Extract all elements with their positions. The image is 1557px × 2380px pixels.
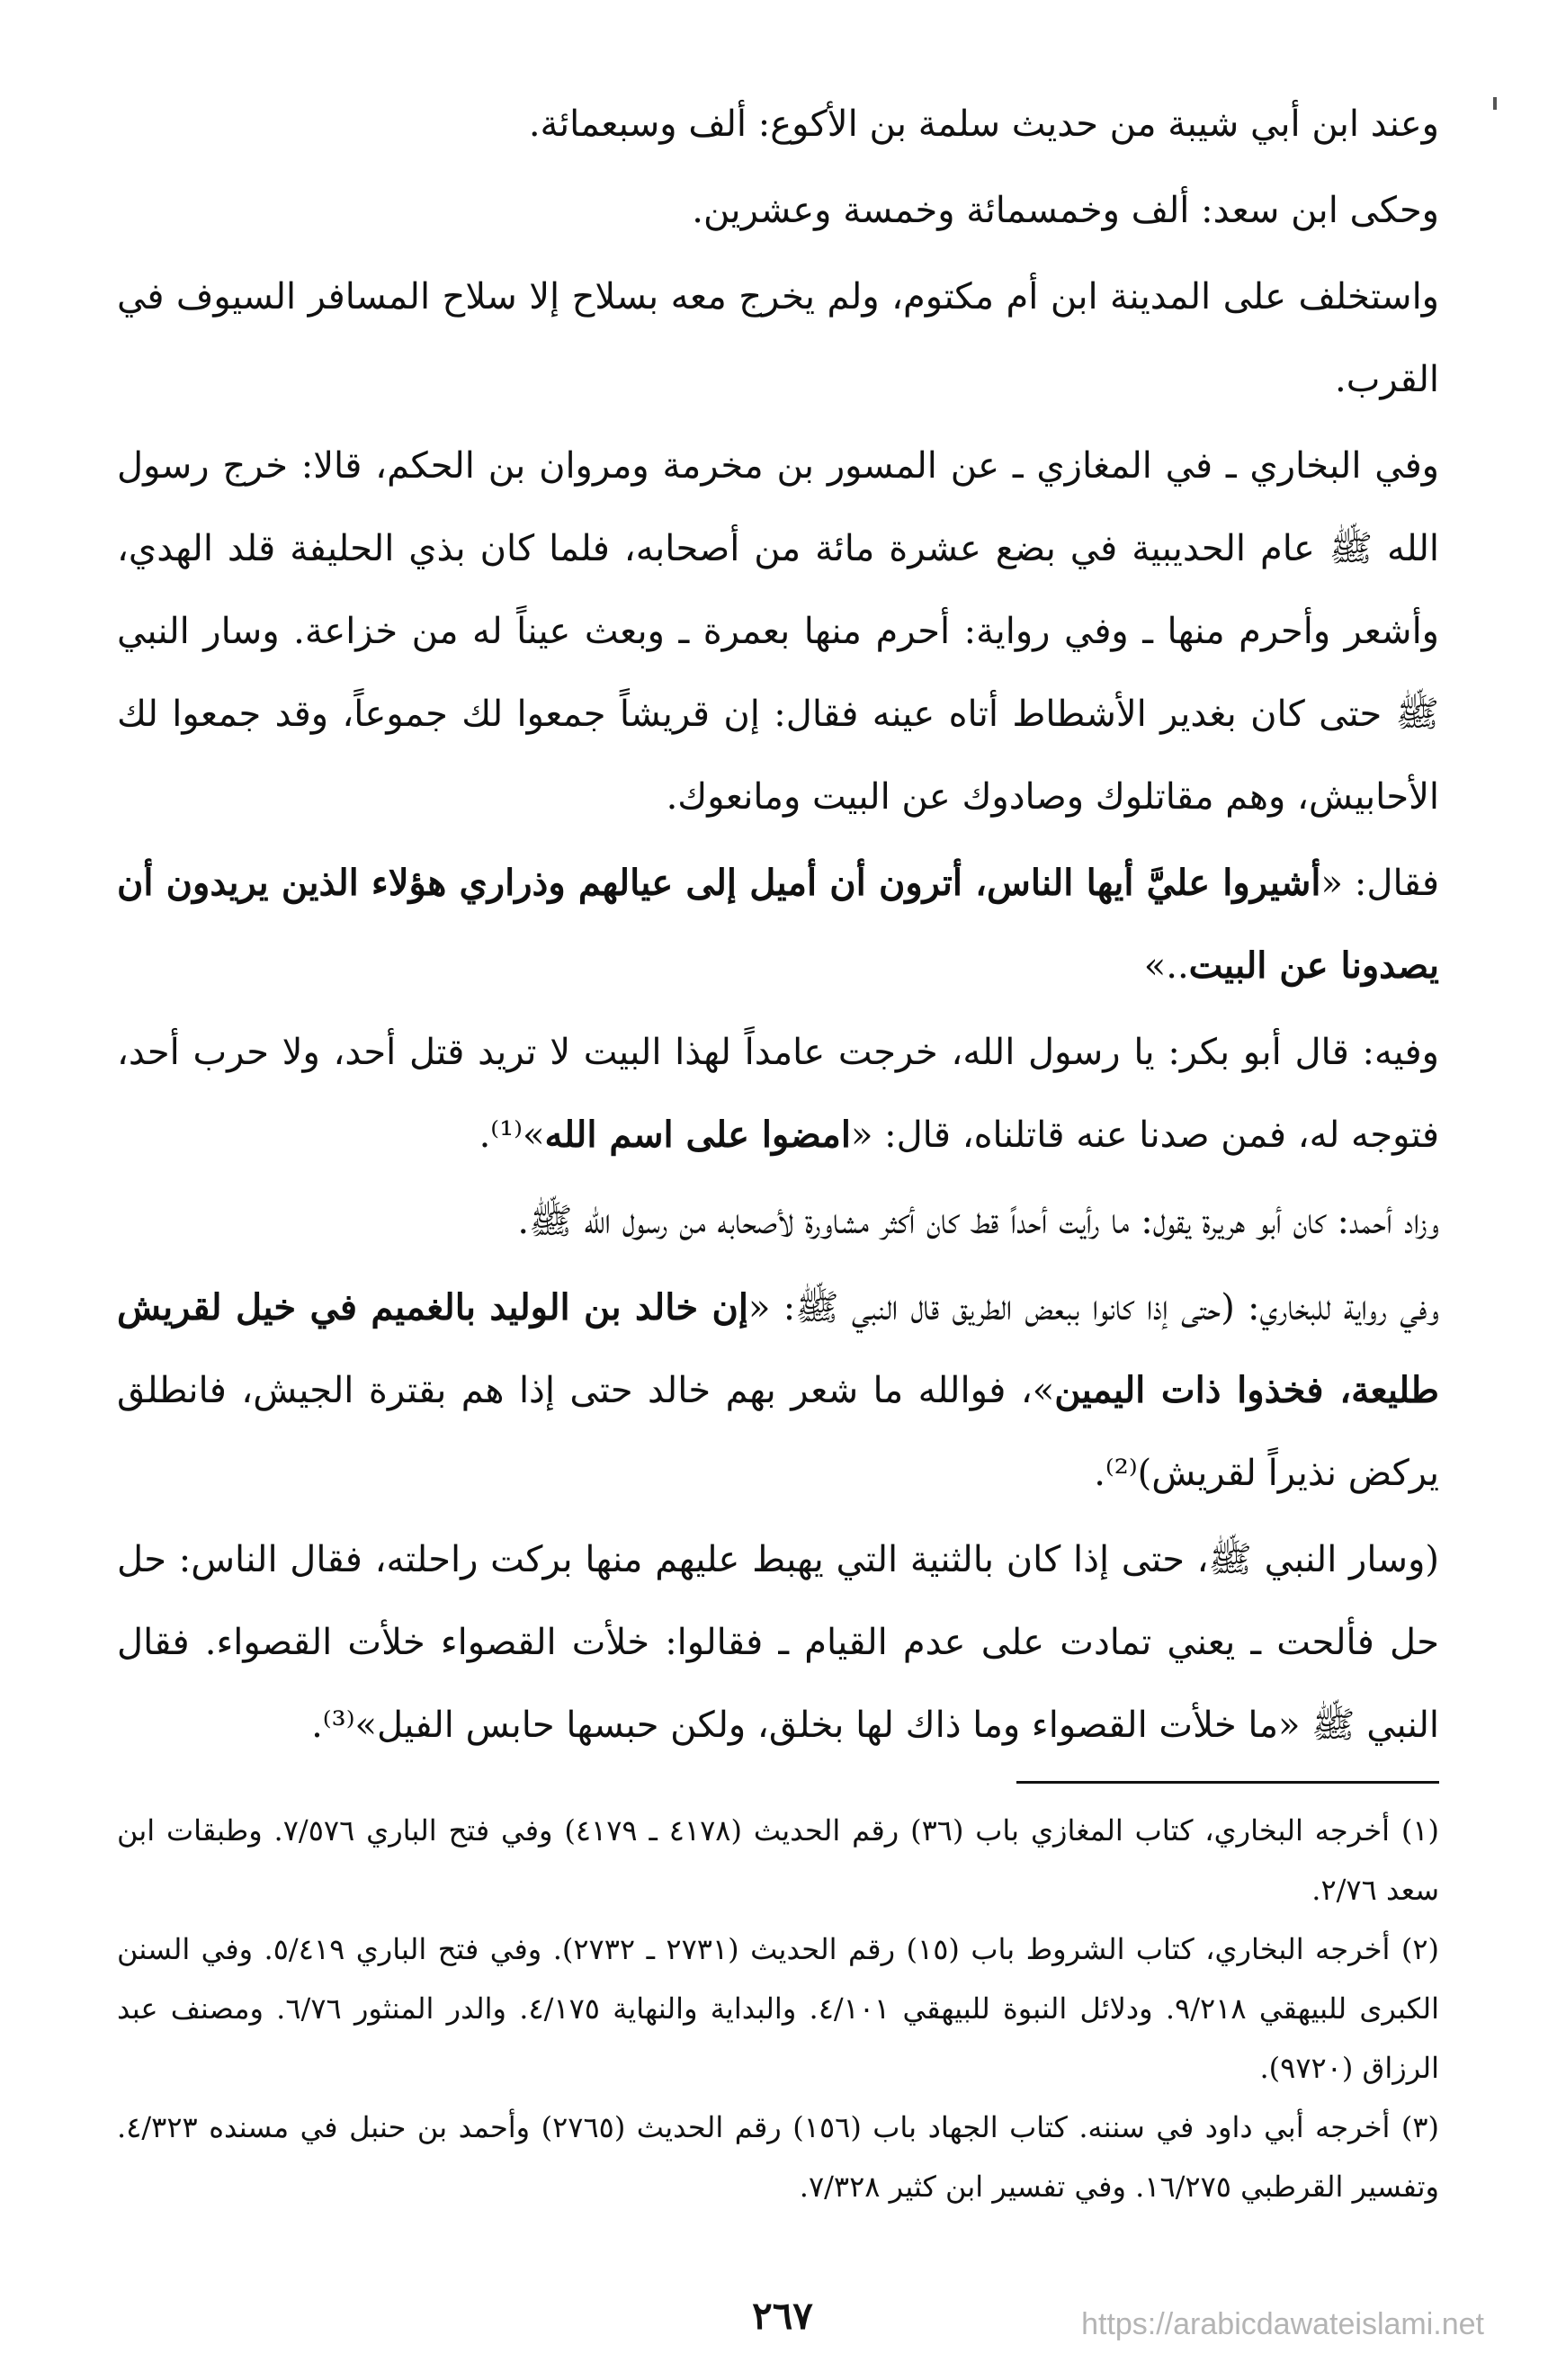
paragraph: [117, 1518, 1439, 1767]
text-segment: وزاد أحمد: كان أبو هريرة يقول: ما رأيت أحداً قط كان أكثر مشاورة لأصحابه من رسول الله ﷺ.: [517, 1201, 1439, 1242]
text-segment: فقال: «: [1320, 863, 1439, 904]
footnote-divider: [1016, 1781, 1439, 1784]
text-segment: »⁽¹⁾.: [479, 1114, 545, 1156]
quote-bold: امضوا على اسم الله: [544, 1114, 851, 1156]
text-segment: وفي البخاري ـ في المغازي ـ عن المسور بن مخرمة ومروان بن الحكم، قالا: خرج رسول الله ﷺ عام الحديبية في بضع عشرة مائة من أصحابه، فلما كان بذي الحليفة قلد الهدي، وأشعر وأحرم منها ـ وفي رواية: أحرم منها بعمرة ـ وبعث عيناً له من خزاعة. وسار النبي ﷺ حتى كان بغدير الأشطاط أتاه عينه فقال: إن قريشاً جمعوا لك جموعاً، وقد جمعوا لك الأحابيش، وهم مقاتلوك وصادوك عن البيت ومانعوك.: [117, 445, 1439, 818]
paragraph: [117, 1011, 1439, 1177]
footnote-3: (٣) أخرجه أبي داود في سننه. كتاب الجهاد باب (١٥٦) رقم الحديث (٢٧٦٥) وأحمد بن حنبل في مسنده ٤/٣٢٣. وتفسير القرطبي ١٦/٢٧٥. وفي تفسير ابن كثير ٧/٣٢٨.: [117, 2110, 1440, 2204]
text-segment: »، فوالله ما شعر بهم خالد حتى إذا هم بقترة الجيش، فانطلق يركض نذيراً لقريش)⁽²⁾.: [117, 1370, 1439, 1494]
text-segment: وعند ابن أبي شيبة من حديث سلمة بن الأكوع: ألف وسبعمائة.: [528, 103, 1439, 145]
paragraph: [117, 1180, 1439, 1263]
text-segment: واستخلف على المدينة ابن أم مكتوم، ولم يخرج معه بسلاح إلا سلاح المسافر السيوف في القرب.: [117, 276, 1439, 400]
scan-mark: [1493, 97, 1497, 110]
text-segment: وفي رواية للبخاري: (حتى إذا كانوا ببعض الطريق قال النبي ﷺ: «: [748, 1287, 1439, 1329]
watermark-url: https://arabicdawateislami.net: [1081, 2307, 1484, 2341]
paragraph: [117, 842, 1439, 1007]
page-number: ٢٦٧: [752, 2294, 813, 2338]
text-segment: ..»: [1143, 945, 1189, 987]
paragraph: [117, 83, 1439, 166]
footnote-1: (١) أخرجه البخاري، كتاب المغازي باب (٣٦) رقم الحديث (٤١٧٨ ـ ٤١٧٩) وفي فتح الباري ٧/٥٧٦. وطبقات ابن سعد ٢/٧٦.: [117, 1813, 1440, 1907]
paragraph: [117, 425, 1439, 838]
text-segment: (وسار النبي ﷺ، حتى إذا كان بالثنية التي يهبط عليهم منها بركت راحلته، فقال الناس: حل حل فألحت ـ يعني تمادت على عدم القيام ـ فقالوا: خلأت القصواء خلأت القصواء. فقال النبي ﷺ «ما خلأت القصواء وما ذاك لها بخلق، ولكن حبسها حابس الفيل»⁽³⁾.: [117, 1539, 1439, 1746]
paragraph: [117, 1266, 1439, 1515]
footnotes: [117, 1801, 1439, 2216]
main-text: [117, 83, 1439, 1767]
text-segment: وحكى ابن سعد: ألف وخمسمائة وخمسة وعشرين.: [692, 190, 1439, 231]
quote-bold: أشيروا عليَّ أيها الناس، أترون أن أميل إلى عيالهم وذراري هؤلاء الذين يريدون أن يصدونا عن البيت: [117, 862, 1439, 987]
text-segment: وفيه: قال أبو بكر: يا رسول الله، خرجت عامداً لهذا البيت لا تريد قتل أحد، ولا حرب أحد، فتوجه له، فمن صدنا عنه قاتلناه، قال: «: [117, 1032, 1439, 1156]
paragraph: [117, 169, 1439, 252]
paragraph: [117, 255, 1439, 421]
footnote-2: (٢) أخرجه البخاري، كتاب الشروط باب (١٥) رقم الحديث (٢٧٣١ ـ ٢٧٣٢). وفي فتح الباري ٥/٤١٩. وفي السنن الكبرى للبيهقي ٩/٢١٨. ودلائل النبوة للبيهقي ٤/١٠١. والبداية والنهاية ٤/١٧٥. والدر المنثور ٦/٧٦. ومصنف عبد الرزاق (٩٧٢٠).: [117, 1932, 1440, 2085]
quote-bold: إن خالد بن الوليد بالغميم في خيل لقريش طليعة، فخذوا ذات اليمين: [117, 1286, 1439, 1411]
